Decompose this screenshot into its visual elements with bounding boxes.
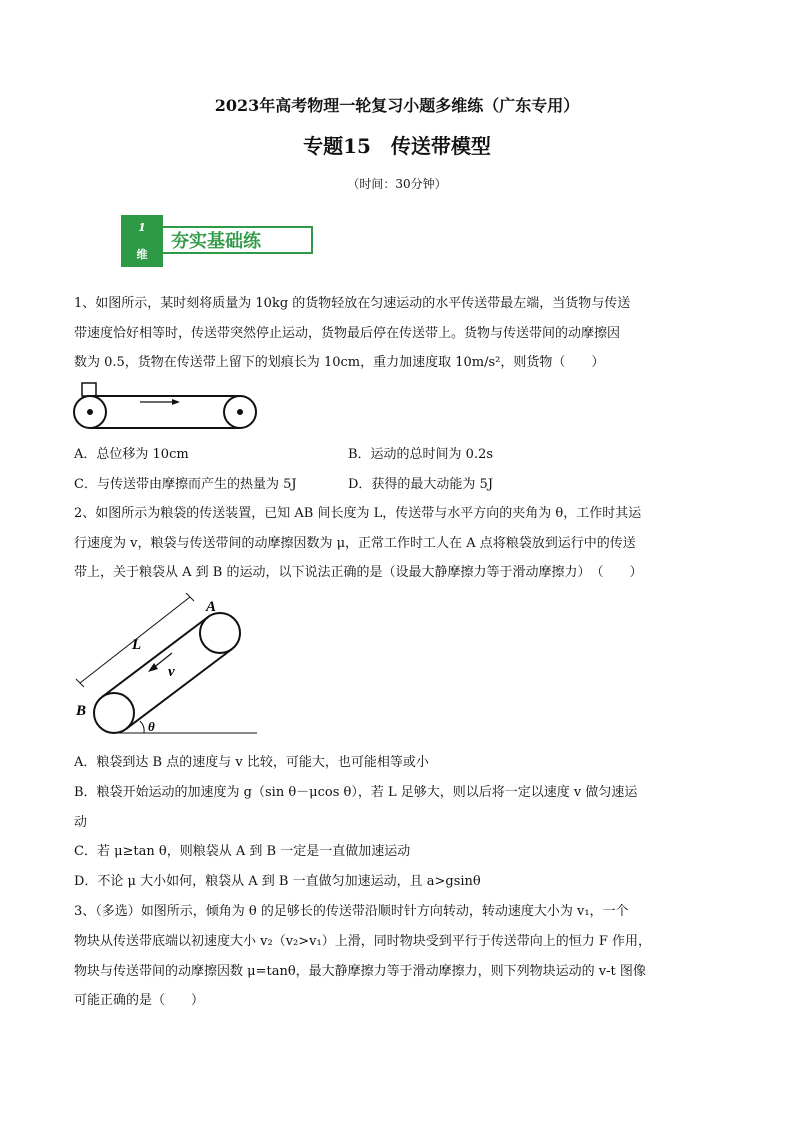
label-b: B bbox=[76, 703, 87, 719]
time-note: （时间：30分钟） bbox=[347, 177, 447, 191]
q2-option-b-line-1: B．粮袋开始运动的加速度为 g（sin θ－μcos θ），若 L 足够大，则以后将一定以速度 v 做匀速运 bbox=[74, 785, 638, 800]
cargo-box bbox=[82, 383, 96, 396]
q2-line-2: 行速度为 v，粮袋与传送带间的动摩擦因数为 μ，正常工作时工人在 A 点将粮袋放到运行中的传送 bbox=[74, 536, 636, 551]
label-l: L bbox=[132, 637, 142, 653]
label-v: v bbox=[168, 664, 175, 680]
q2-option-a: A．粮袋到达 B 点的速度与 v 比较，可能大，也可能相等或小 bbox=[74, 755, 429, 770]
q3-line-4: 可能正确的是（ ） bbox=[74, 993, 205, 1008]
q2-incline-conveyor-figure bbox=[72, 593, 262, 743]
q2-option-d: D．不论 μ 大小如何，粮袋从 A 到 B 一直做匀加速运动，且 a>gsinθ bbox=[74, 874, 481, 889]
q1-line-2: 带速度恰好相等时，传送带突然停止运动，货物最后停在传送带上。货物与传送带间的动摩擦因 bbox=[74, 326, 621, 341]
belt-upper bbox=[102, 617, 208, 697]
section-number: 1 bbox=[138, 221, 146, 234]
q1-line-1: 1、如图所示，某时刻将质量为 10kg 的货物轻放在匀速运动的水平传送带最左端，当货物与传送 bbox=[74, 296, 631, 311]
q3-line-3: 物块与传送带间的动摩擦因数 μ=tanθ，最大静摩擦力等于滑动摩擦力，则下列物块运动的 v-t 图像 bbox=[74, 964, 646, 979]
section-title: 夯实基础练 bbox=[163, 226, 313, 254]
q1-line-3: 数为 0.5，货物在传送带上留下的划痕长为 10cm，重力加速度取 10m/s²，则货物（ ） bbox=[74, 355, 605, 370]
q3-line-2: 物块从传送带底端以初速度大小 v₂（v₂>v₁）上滑，同时物块受到平行于传送带向上的恒力 F 作用， bbox=[74, 934, 651, 949]
paper-title: 2023年高考物理一轮复习小题多维练（广东专用） bbox=[214, 96, 580, 115]
section-tag: 维 bbox=[136, 248, 148, 261]
q1-option-c: C．与传送带由摩擦而产生的热量为 5J bbox=[74, 477, 297, 492]
q2-line-1: 2、如图所示为粮袋的传送装置，已知 AB 间长度为 L，传送带与水平方向的夹角为 θ，工作时其运 bbox=[74, 506, 642, 521]
q1-conveyor-figure bbox=[70, 380, 270, 440]
q3-line-1: 3、（多选）如图所示，倾角为 θ 的足够长的传送带沿顺时针方向转动，转动速度大小为 v₁，一个 bbox=[74, 904, 629, 919]
q2-line-3: 带上，关于粮袋从 A 到 B 的运动，以下说法正确的是（设最大静摩擦力等于滑动摩擦力） （ ） bbox=[74, 565, 643, 580]
q2-option-c: C．若 μ≥tan θ，则粮袋从 A 到 B 一定是一直做加速运动 bbox=[74, 844, 411, 859]
label-a: A bbox=[206, 599, 217, 615]
topic-title: 专题15 传送带模型 bbox=[303, 134, 491, 158]
q1-option-a: A．总位移为 10cm bbox=[74, 447, 189, 462]
q1-option-b: B．运动的总时间为 0.2s bbox=[348, 447, 494, 462]
q1-option-d: D．获得的最大动能为 5J bbox=[348, 477, 494, 492]
angle-arc bbox=[140, 721, 144, 733]
belt-lower bbox=[126, 649, 232, 729]
section-number-badge bbox=[121, 215, 163, 267]
q2-option-b-line-2: 动 bbox=[74, 815, 88, 830]
label-theta: θ bbox=[148, 719, 155, 734]
